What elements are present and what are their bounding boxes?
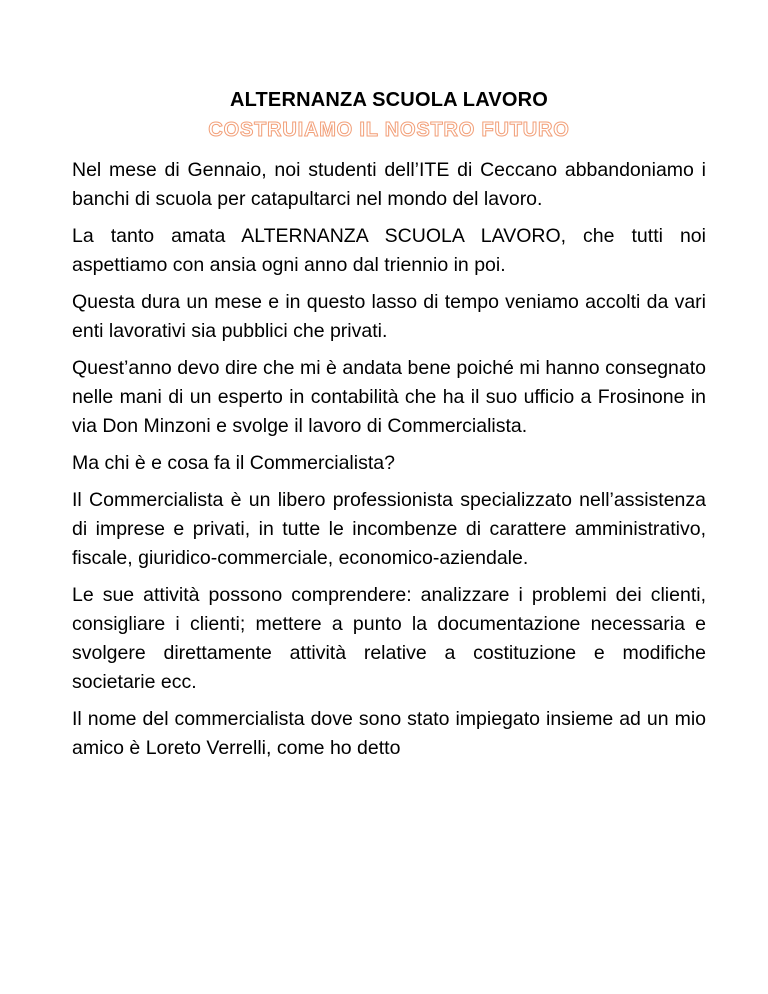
document-subtitle: COSTRUIAMO IL NOSTRO FUTURO bbox=[208, 119, 570, 141]
paragraph-2: La tanto amata ALTERNANZA SCUOLA LAVORO, che tutti noi aspettiamo con ansia ogni anno dal triennio in poi. bbox=[72, 225, 706, 276]
paragraph-3: Questa dura un mese e in questo lasso di tempo veniamo accolti da vari enti lavorativi sia pubblici che privati. bbox=[72, 291, 706, 342]
paragraph-6: Il Commercialista è un libero professionista specializzato nell’assistenza di imprese e privati, in tutte le incombenze di carattere amministrativo, fiscale, giuridico-commerciale, economico-aziendale. bbox=[72, 489, 706, 569]
paragraph-4: Quest’anno devo dire che mi è andata bene poiché mi hanno consegnato nelle mani di un esperto in contabilità che ha il suo ufficio a Frosinone in via Don Minzoni e svolge il lavoro di Commercialista. bbox=[72, 357, 706, 437]
document-title: ALTERNANZA SCUOLA LAVORO bbox=[229, 89, 549, 111]
paragraph-1: Nel mese di Gennaio, noi studenti dell’ITE di Ceccano abbandoniamo i banchi di scuola per catapultarci nel mondo del lavoro. bbox=[72, 159, 706, 210]
paragraph-8: Il nome del commercialista dove sono stato impiegato insieme ad un mio amico è Loreto Verrelli, come ho detto bbox=[72, 708, 706, 759]
paragraph-5: Ma chi è e cosa fa il Commercialista? bbox=[72, 452, 395, 474]
paragraph-7: Le sue attività possono comprendere: analizzare i problemi dei clienti, consigliare i clienti; mettere a punto la documentazione necessaria e svolgere direttamente attività relative a costituzione e modifiche societarie ecc. bbox=[72, 584, 706, 693]
